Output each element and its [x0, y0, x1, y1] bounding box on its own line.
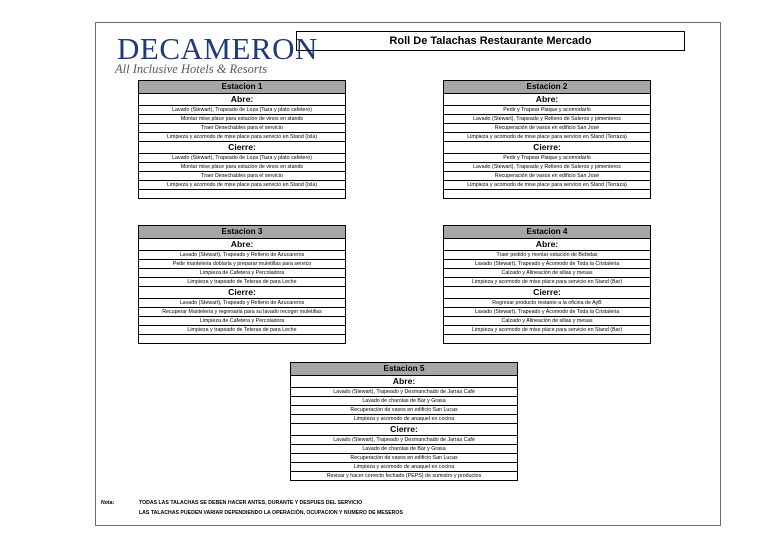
task-row: Limpieza y acomodo de mise place para servicio en Stand (Terraza) [444, 133, 650, 142]
task-row: Calzado y Alineación de sillas y mesas [444, 317, 650, 326]
decameron-logo [113, 31, 318, 76]
task-row: Limpieza y acomodo de mise place para servicio en Stand (Isla) [139, 133, 345, 142]
task-row: Calzado y Alineación de sillas y mesas [444, 269, 650, 278]
task-row: Lavado (Stewart), Trapeado y Acomodo de Toda la Cristaleria [444, 308, 650, 317]
task-row: Lavado (Stewart), Trapeado y Acomodo de Toda la Cristaleria [444, 260, 650, 269]
task-row: Lavado (Stewart), Trapeado y Desmanchado de Jarras Café [291, 388, 517, 397]
opens-heading: Abre: [444, 239, 650, 251]
station-title: Estacion 3 [139, 226, 345, 239]
task-row: Traer pedido y montar estación de Bebidas [444, 251, 650, 260]
task-row: Recuperación de vasos en edificio San Lucas [291, 406, 517, 415]
opens-heading: Abre: [139, 239, 345, 251]
note-line: LAS TALACHAS PUEDEN VARIAR DEPENDIENDO LA OPERACIÓN, OCUPACION Y NUMERO DE MESEROS [139, 510, 403, 516]
station-title: Estacion 4 [444, 226, 650, 239]
task-row: Regresar producto restante a la oficina de AyB [444, 299, 650, 308]
task-row: Lavado (Stewart), Trapeado y Desmanchado de Jarras Café [291, 436, 517, 445]
task-row: Limpieza y acomodo de anaquel en cocina [291, 415, 517, 424]
opens-heading: Abre: [139, 94, 345, 106]
task-row: Recuperación de vasos en edificio San Lucas [291, 454, 517, 463]
blank-row [139, 190, 345, 198]
closes-heading: Cierre: [444, 142, 650, 154]
page-title: Roll De Talachas Restaurante Mercado [296, 31, 685, 51]
station-1-table [138, 80, 346, 199]
task-row: Montar mise place para estacion de vinos en stands [139, 115, 345, 124]
task-row: Recuperar Manteleria y regresarla para su lavado recoger muletillas [139, 308, 345, 317]
station-title: Estacion 5 [291, 363, 517, 376]
task-row: Limpieza y acomodo de anaquel en cocina [291, 463, 517, 472]
task-row: Lavado (Stewart), Trapeado y Relleno de Saleros y pimenteros [444, 115, 650, 124]
closes-heading: Cierre: [139, 287, 345, 299]
task-row: Lavado (Stewart), Trapeado y Relleno de Azucareros [139, 299, 345, 308]
opens-heading: Abre: [291, 376, 517, 388]
note-label: Nota: [101, 500, 115, 506]
station-2-table [443, 80, 651, 199]
task-row: Limpieza y acomodo de mise place para servicio en Stand (Bar) [444, 326, 650, 335]
task-row: Lavado (Stewart), Trapeado de Loza (Taza y plato cafetero) [139, 154, 345, 163]
blank-row [444, 190, 650, 198]
task-row: Lavado de charolas de Bar y Grasa [291, 397, 517, 406]
note-line: TODAS LAS TALACHAS SE DEBEN HACER ANTES, DURANTE Y DESPUES DEL SERVICIO [139, 500, 363, 506]
task-row: Limpieza y acomodo de mise place para servicio en Stand (Isla) [139, 181, 345, 190]
task-row: Recuperación de vasos en edificio San José [444, 172, 650, 181]
station-title: Estacion 1 [139, 81, 345, 94]
task-row: Pedir y Trapear Plaque y acomodarlo [444, 154, 650, 163]
blank-row [139, 335, 345, 343]
opens-heading: Abre: [444, 94, 650, 106]
task-row: Limpieza y acomodo de mise place para servicio en Stand (Bar) [444, 278, 650, 287]
task-row: Pedir manteleria doblarla y preparar muletillas para servico [139, 260, 345, 269]
task-row: Limpieza y acomodo de mise place para servicio en Stand (Terraza) [444, 181, 650, 190]
task-row: Limpieza y trapeado de Teteras de para Leche [139, 326, 345, 335]
closes-heading: Cierre: [139, 142, 345, 154]
task-row: Limpieza de Cafetera y Percoladora [139, 269, 345, 278]
task-row: Revisar y hacer correcto fechado (PEPS) de sumistro y productos [326, 473, 482, 479]
station-3-table [138, 225, 346, 344]
station-title: Estacion 2 [444, 81, 650, 94]
task-row: Recuperación de vasos en edificio San José [444, 124, 650, 133]
task-row: Limpieza y trapeado de Teteras de para Leche [139, 278, 345, 287]
task-row: Traer Desechables para el servicio [139, 172, 345, 181]
task-row: Pedir y Trapear Plaque y acomodarlo [444, 106, 650, 115]
task-row: Limpieza de Cafetera y Percoladora [139, 317, 345, 326]
task-row: Montar mise place para estacion de vinos en stands [139, 163, 345, 172]
task-row: Lavado de charolas de Bar y Grasa [291, 445, 517, 454]
task-row: Lavado (Stewart), Trapeado y Relleno de Saleros y pimenteros [444, 163, 650, 172]
task-row: Traer Desechables para el servicio [139, 124, 345, 133]
blank-row [444, 335, 650, 343]
logo-tagline: All Inclusive Hotels & Resorts [115, 62, 268, 76]
task-row: Lavado (Stewart), Trapeado y Relleno de Azucareros [139, 251, 345, 260]
station-4-table [443, 225, 651, 344]
closes-heading: Cierre: [291, 424, 517, 436]
closes-heading: Cierre: [444, 287, 650, 299]
station-5-table [290, 362, 518, 481]
logo-wordmark: DECAMERON [117, 31, 318, 66]
task-row: Lavado (Stewart), Trapeado de Loza (Taza y plato cafetero) [139, 106, 345, 115]
